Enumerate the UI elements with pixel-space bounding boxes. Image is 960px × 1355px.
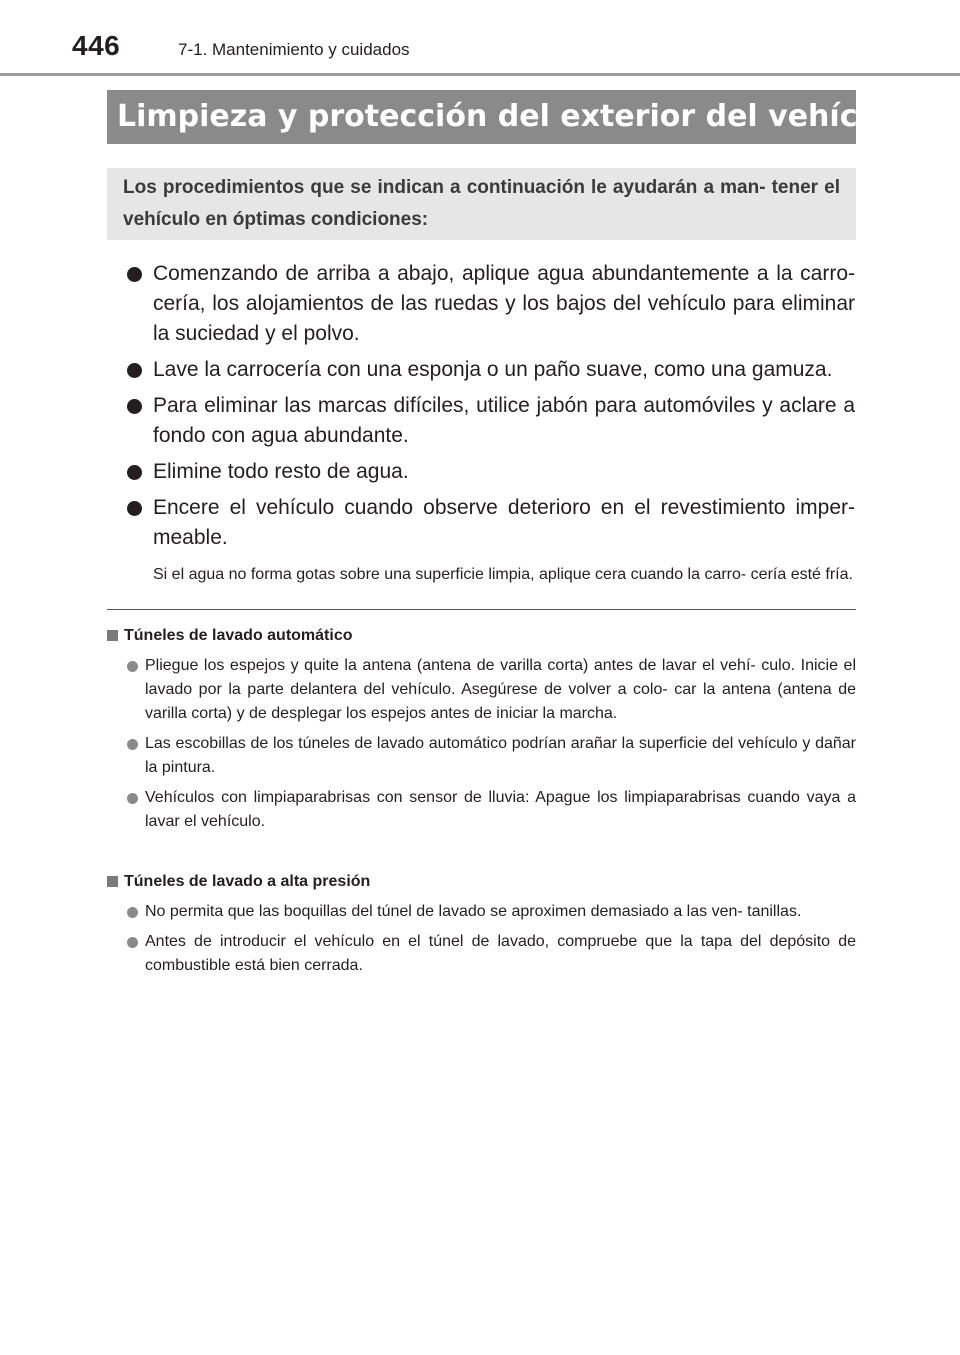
main-list-item <box>127 391 855 451</box>
square-bullet-icon <box>107 876 118 887</box>
section-label: 7-1. Mantenimiento y cuidados <box>178 40 410 59</box>
sub-heading <box>107 870 856 894</box>
main-item-text: Para eliminar las marcas difíciles, utilice jabón para automóviles y aclare a fondo con agua abundante. <box>153 394 855 447</box>
sub-heading-text: Túneles de lavado a alta presión <box>124 873 371 890</box>
intro-box: Los procedimientos que se indican a continuación le ayudarán a man- tener el vehículo en óptimas condiciones: <box>107 168 856 240</box>
page-title: Limpieza y protección del exterior del vehículo <box>107 90 856 144</box>
sub-heading <box>107 624 856 648</box>
sub-list-item <box>107 732 856 780</box>
sub-list-item <box>107 654 856 726</box>
sub-item-text: No permita que las boquillas del túnel de lavado se aproximen demasiado a las ven- tanillas. <box>145 903 802 920</box>
bullet-icon <box>127 363 142 378</box>
sub-list <box>107 654 856 834</box>
bullet-icon <box>127 907 138 918</box>
bullet-icon <box>127 661 138 672</box>
wax-note: Si el agua no forma gotas sobre una superficie limpia, aplique cera cuando la carro- cería esté fría. <box>153 566 853 583</box>
sub-list-item <box>107 930 856 978</box>
main-list-item <box>127 493 855 589</box>
automatic-wash-section <box>107 624 856 834</box>
sub-list-item <box>107 900 856 924</box>
main-item-text: Elimine todo resto de agua. <box>153 460 409 483</box>
main-item-text: Lave la carrocería con una esponja o un paño suave, como una gamuza. <box>153 358 833 381</box>
main-list <box>127 259 855 595</box>
sub-heading-text: Túneles de lavado automático <box>124 627 353 644</box>
main-list-item <box>127 355 855 385</box>
bullet-icon <box>127 465 142 480</box>
page-number: 446 <box>72 30 121 61</box>
main-item-text: Comenzando de arriba a abajo, aplique agua abundantemente a la carro- cería, los alojamientos de las ruedas y los bajos del vehículo para eliminar la suciedad y el polvo. <box>153 262 855 345</box>
main-list-item <box>127 457 855 487</box>
bullet-icon <box>127 793 138 804</box>
bullet-icon <box>127 399 142 414</box>
bullet-icon <box>127 739 138 750</box>
bullet-icon <box>127 501 142 516</box>
main-item-text: Encere el vehículo cuando observe deterioro en el revestimiento imper- meable. <box>153 496 855 549</box>
sub-item-text: Pliegue los espejos y quite la antena (antena de varilla corta) antes de lavar el vehí- culo. Inicie el lavado por la parte delantera del vehículo. Asegúrese de volver a colo- car la antena (antena de varilla corta) y de desplegar los espejos antes de iniciar la marcha. <box>145 657 856 722</box>
bullet-icon <box>127 267 142 282</box>
header-rule <box>0 73 960 76</box>
sub-item-text: Las escobillas de los túneles de lavado automático podrían arañar la superficie del vehículo y dañar la pintura. <box>145 735 856 776</box>
page-header <box>0 0 960 80</box>
sub-item-text: Antes de introducir el vehículo en el túnel de lavado, compruebe que la tapa del depósito de combustible está bien cerrada. <box>145 933 856 974</box>
sub-list <box>107 900 856 978</box>
section-divider <box>107 609 856 610</box>
main-list-item <box>127 259 855 349</box>
high-pressure-wash-section <box>107 870 856 978</box>
sub-list-item <box>107 786 856 834</box>
bullet-icon <box>127 937 138 948</box>
square-bullet-icon <box>107 630 118 641</box>
sub-item-text: Vehículos con limpiaparabrisas con sensor de lluvia: Apague los limpiaparabrisas cuando vaya a lavar el vehículo. <box>145 789 856 830</box>
